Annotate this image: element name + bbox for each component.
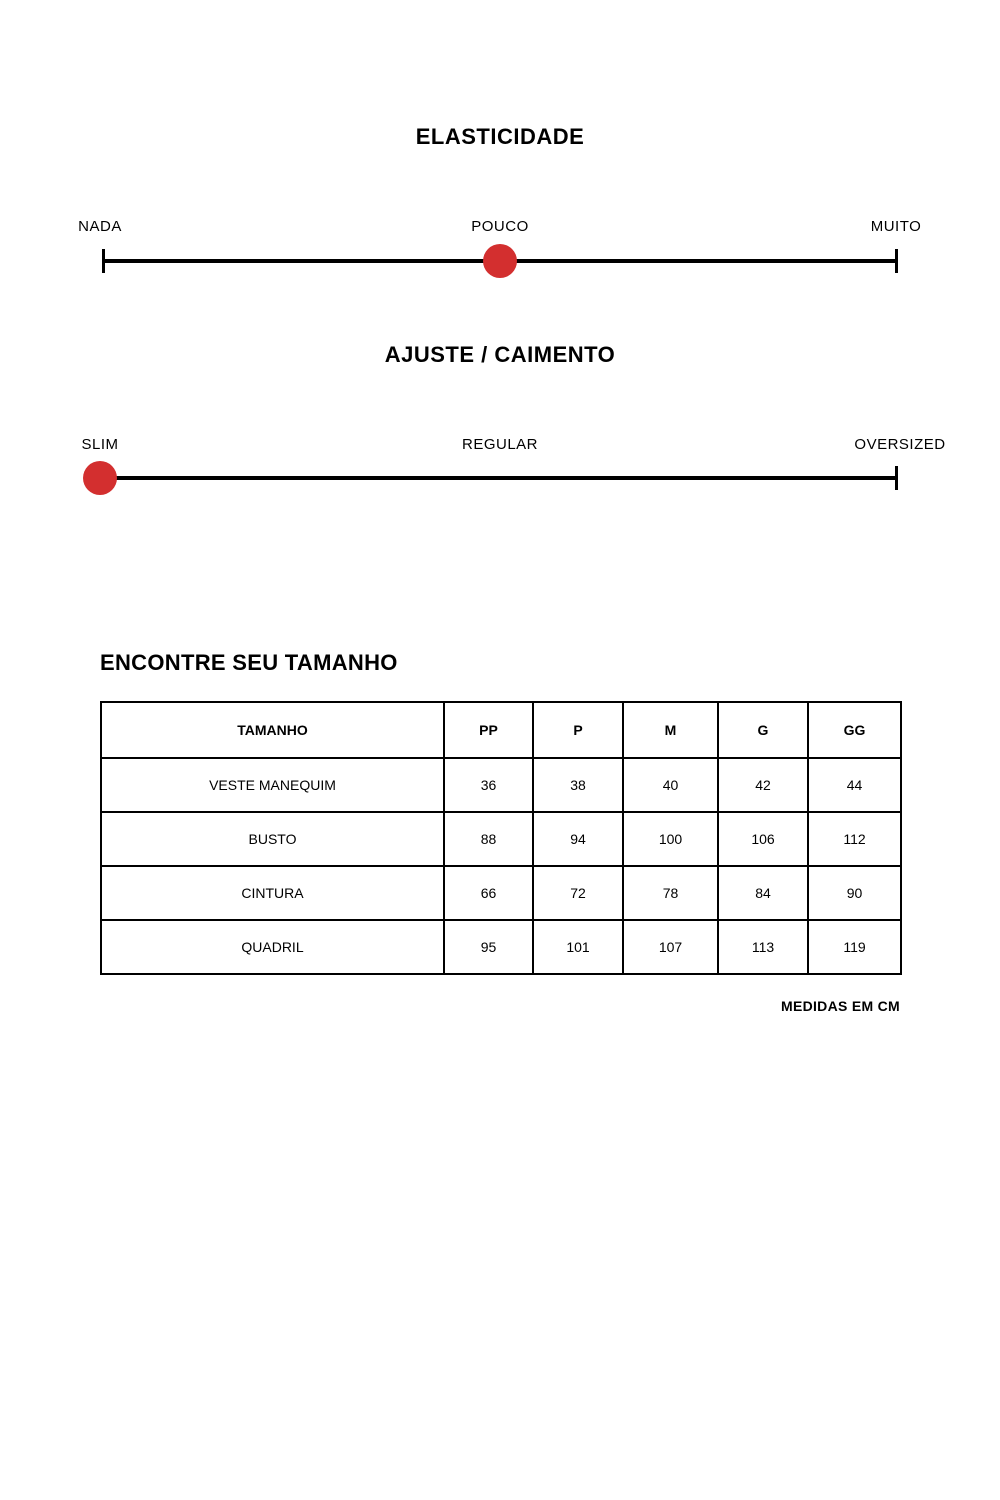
table-row xyxy=(101,866,901,920)
elasticity-title: ELASTICIDADE xyxy=(415,124,585,149)
fit-tick-end xyxy=(895,466,898,490)
table-row xyxy=(101,920,901,974)
table-cell: 88 xyxy=(444,812,533,866)
elasticity-marker xyxy=(483,244,517,278)
table-cell: 84 xyxy=(718,866,808,920)
fit-marker xyxy=(83,461,117,495)
table-cell: 106 xyxy=(718,812,808,866)
table-cell: 36 xyxy=(444,758,533,812)
header-cell-m: M xyxy=(623,702,718,758)
table-cell: 90 xyxy=(808,866,901,920)
header-cell-p: P xyxy=(533,702,623,758)
elasticity-tick-end xyxy=(895,249,898,273)
fit-label-high: OVERSIZED xyxy=(854,436,946,453)
elasticity-label-high: MUITO xyxy=(870,218,922,235)
table-cell: 95 xyxy=(444,920,533,974)
table-cell: 101 xyxy=(533,920,623,974)
fit-title: AJUSTE / CAIMENTO xyxy=(384,342,616,367)
elasticity-tick-start xyxy=(102,249,105,273)
elasticity-label-low: NADA xyxy=(78,218,122,235)
table-cell: 38 xyxy=(533,758,623,812)
table-cell: 78 xyxy=(623,866,718,920)
header-cell-size: TAMANHO xyxy=(101,702,444,758)
table-cell: 100 xyxy=(623,812,718,866)
header-cell-gg: GG xyxy=(808,702,901,758)
fit-label-mid: REGULAR xyxy=(461,436,539,453)
table-cell: 42 xyxy=(718,758,808,812)
row-label: BUSTO xyxy=(101,812,444,866)
size-table xyxy=(100,701,902,975)
table-cell: 44 xyxy=(808,758,901,812)
table-cell: 66 xyxy=(444,866,533,920)
size-table-title: ENCONTRE SEU TAMANHO xyxy=(100,650,398,675)
table-row xyxy=(101,758,901,812)
table-cell: 112 xyxy=(808,812,901,866)
table-header-row xyxy=(101,702,901,758)
measurement-note: MEDIDAS EM CM xyxy=(780,998,900,1014)
row-label: CINTURA xyxy=(101,866,444,920)
table-cell: 72 xyxy=(533,866,623,920)
elasticity-label-mid: POUCO xyxy=(471,218,529,235)
header-cell-g: G xyxy=(718,702,808,758)
fit-label-low: SLIM xyxy=(81,436,119,453)
header-cell-pp: PP xyxy=(444,702,533,758)
row-label: VESTE MANEQUIM xyxy=(101,758,444,812)
table-row xyxy=(101,812,901,866)
row-label: QUADRIL xyxy=(101,920,444,974)
table-cell: 113 xyxy=(718,920,808,974)
table-cell: 119 xyxy=(808,920,901,974)
fit-track xyxy=(100,476,897,480)
fit-scale xyxy=(0,436,1000,516)
table-cell: 107 xyxy=(623,920,718,974)
table-cell: 40 xyxy=(623,758,718,812)
elasticity-scale xyxy=(0,218,1000,298)
table-cell: 94 xyxy=(533,812,623,866)
